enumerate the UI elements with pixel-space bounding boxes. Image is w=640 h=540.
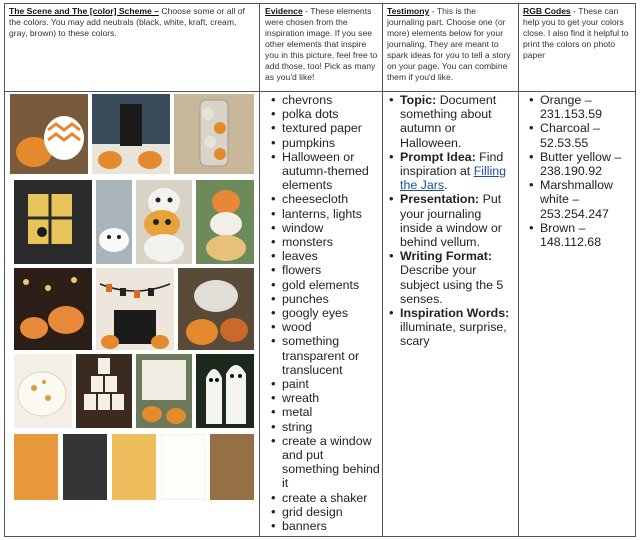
evidence-item: • metal (271, 405, 381, 419)
evidence-item: • string (271, 420, 381, 434)
jar-pumpkin-a (202, 108, 214, 120)
scene-header-desc: Choose some or all of the colors. You may add neutrals (black, white, kraft, cream, gray, brown) to these colors. (9, 6, 245, 38)
evidence-item: • flowers (271, 263, 381, 277)
testimony-label: Prompt Idea: (400, 149, 476, 164)
photo-10 (14, 354, 72, 428)
testimony-label: Inspiration Words: (400, 306, 510, 321)
scene-header (9, 6, 255, 39)
evidence-item: • pumpkins (271, 136, 381, 150)
testimony-label: Presentation: (400, 192, 480, 207)
swatch-butter-yellow (112, 434, 156, 500)
scene-header-title: The Scene and The [color] Scheme – (9, 6, 159, 16)
testimony-item (389, 249, 515, 306)
evidence-header-desc: - These elements were chosen from the inspiration image. If you see other elements that inspire you in this picture, feel free to add those, too! Pick as many as you'd like! (265, 6, 378, 82)
swatch-brown (210, 434, 254, 500)
testimony-text: Describe your subject using the 5 senses. (400, 263, 504, 306)
testimony-text: illuminate, surprise, scary (400, 320, 507, 349)
evidence-item: • window (271, 221, 381, 235)
evidence-header (265, 6, 379, 83)
rgb-header-title: RGB Codes (523, 6, 571, 16)
photo-7 (14, 268, 92, 350)
rgb-header (523, 6, 635, 61)
photo-11 (76, 354, 132, 428)
lantern-pumpkin-b (138, 151, 162, 169)
testimony-text-after: . (444, 178, 448, 193)
testimony-header-title: Testimony (387, 6, 430, 16)
evidence-item: • googly eyes (271, 306, 381, 320)
evidence-item: • monsters (271, 235, 381, 249)
testimony-item (389, 93, 515, 150)
evidence-item: • wood (271, 320, 381, 334)
ghost-a (206, 369, 222, 424)
testimony-item (389, 150, 515, 193)
evidence-item: • create a shaker (271, 491, 381, 505)
testimony-item (389, 192, 515, 249)
evidence-item: • create a window and put something behind it (271, 434, 381, 491)
photo-9 (178, 268, 254, 350)
photo-6 (196, 180, 254, 264)
lights-pumpkin-a (20, 317, 48, 339)
gold-dot-b (45, 395, 51, 401)
testimony-text: Document something about autumn or Halloween. (400, 93, 497, 150)
rgb-header-desc: - These can help you to get your colors close. I also find it helpful to print the colors on photo paper (523, 6, 629, 60)
painted-top (212, 190, 240, 214)
photo-0 (10, 94, 88, 174)
testimony-header-desc: - This is the journaling part. Choose one (or more) elements below for your journaling. They are meant to spark ideas for you to tell a story on your page. You can combine them if you'd like. (387, 6, 511, 82)
photo-5 (136, 180, 192, 264)
testimony-list (389, 93, 515, 349)
testimony-label: Topic: (400, 93, 437, 107)
evidence-item: • punches (271, 292, 381, 306)
swatch-charcoal (63, 434, 107, 500)
evidence-item: • chevrons (271, 93, 381, 107)
evidence-item: • banners (271, 519, 381, 533)
photo-8 (96, 268, 174, 350)
evidence-item: • gold elements (271, 278, 381, 292)
gold-dot-a (31, 385, 37, 391)
rgb-list (529, 93, 633, 249)
rgb-item: • Orange – 231.153.59 (529, 93, 633, 121)
evidence-header-title: Evidence (265, 6, 303, 16)
rgb-item: • Marshmallow white – 253.254.247 (529, 178, 633, 221)
photo-3 (14, 180, 92, 264)
rgb-item: • Charcoal – 52.53.55 (529, 121, 633, 149)
porch-pumpkin-b (166, 408, 186, 424)
evidence-item: • textured paper (271, 121, 381, 135)
column-divider (518, 4, 519, 536)
photo-2 (174, 94, 254, 174)
evidence-list (271, 93, 381, 533)
porch-pumpkin-a (142, 406, 162, 422)
column-divider (382, 4, 383, 536)
cup-a (84, 394, 96, 410)
evidence-item: • Halloween or autumn-themed elements (271, 150, 381, 193)
white-pumpkin-large (194, 280, 238, 312)
challenge-table (4, 3, 636, 537)
testimony-item (389, 306, 515, 349)
swatch-marshmallow-white (161, 434, 205, 500)
evidence-item: • paint (271, 377, 381, 391)
photo-13 (196, 354, 254, 428)
lights-pumpkin-b (48, 306, 84, 334)
testimony-text: Put your journaling inside a window or behind vellum. (400, 192, 502, 250)
column-divider (259, 4, 260, 536)
filling-the-jars-link[interactable]: Filling the Jars (400, 164, 507, 193)
evidence-item: • lanterns, lights (271, 207, 381, 221)
evidence-item: • wreath (271, 391, 381, 405)
rgb-item: • Butter yellow – 238.190.92 (529, 150, 633, 178)
banner-flag (134, 290, 140, 298)
evidence-item: • grid design (271, 505, 381, 519)
stack-bottom (144, 234, 184, 262)
lantern-pumpkin-a (98, 151, 122, 169)
evidence-item: • cheesecloth (271, 192, 381, 206)
testimony-text: Find inspiration at (400, 149, 504, 179)
jar-pumpkin-b (204, 136, 216, 148)
photo-1 (92, 94, 170, 174)
photo-4 (96, 180, 132, 264)
gold-dot-c (42, 380, 46, 384)
photo-12 (136, 354, 192, 428)
evidence-item: • leaves (271, 249, 381, 263)
swatch-orange (14, 434, 58, 500)
rgb-item: • Brown – 148.112.68 (529, 221, 633, 249)
evidence-item: • polka dots (271, 107, 381, 121)
evidence-item: • something transparent or translucent (271, 334, 381, 377)
testimony-label: Writing Format: (400, 249, 493, 264)
lantern (120, 104, 142, 146)
ghost-pumpkin (99, 228, 129, 252)
testimony-header (387, 6, 515, 83)
header-divider (5, 91, 635, 92)
